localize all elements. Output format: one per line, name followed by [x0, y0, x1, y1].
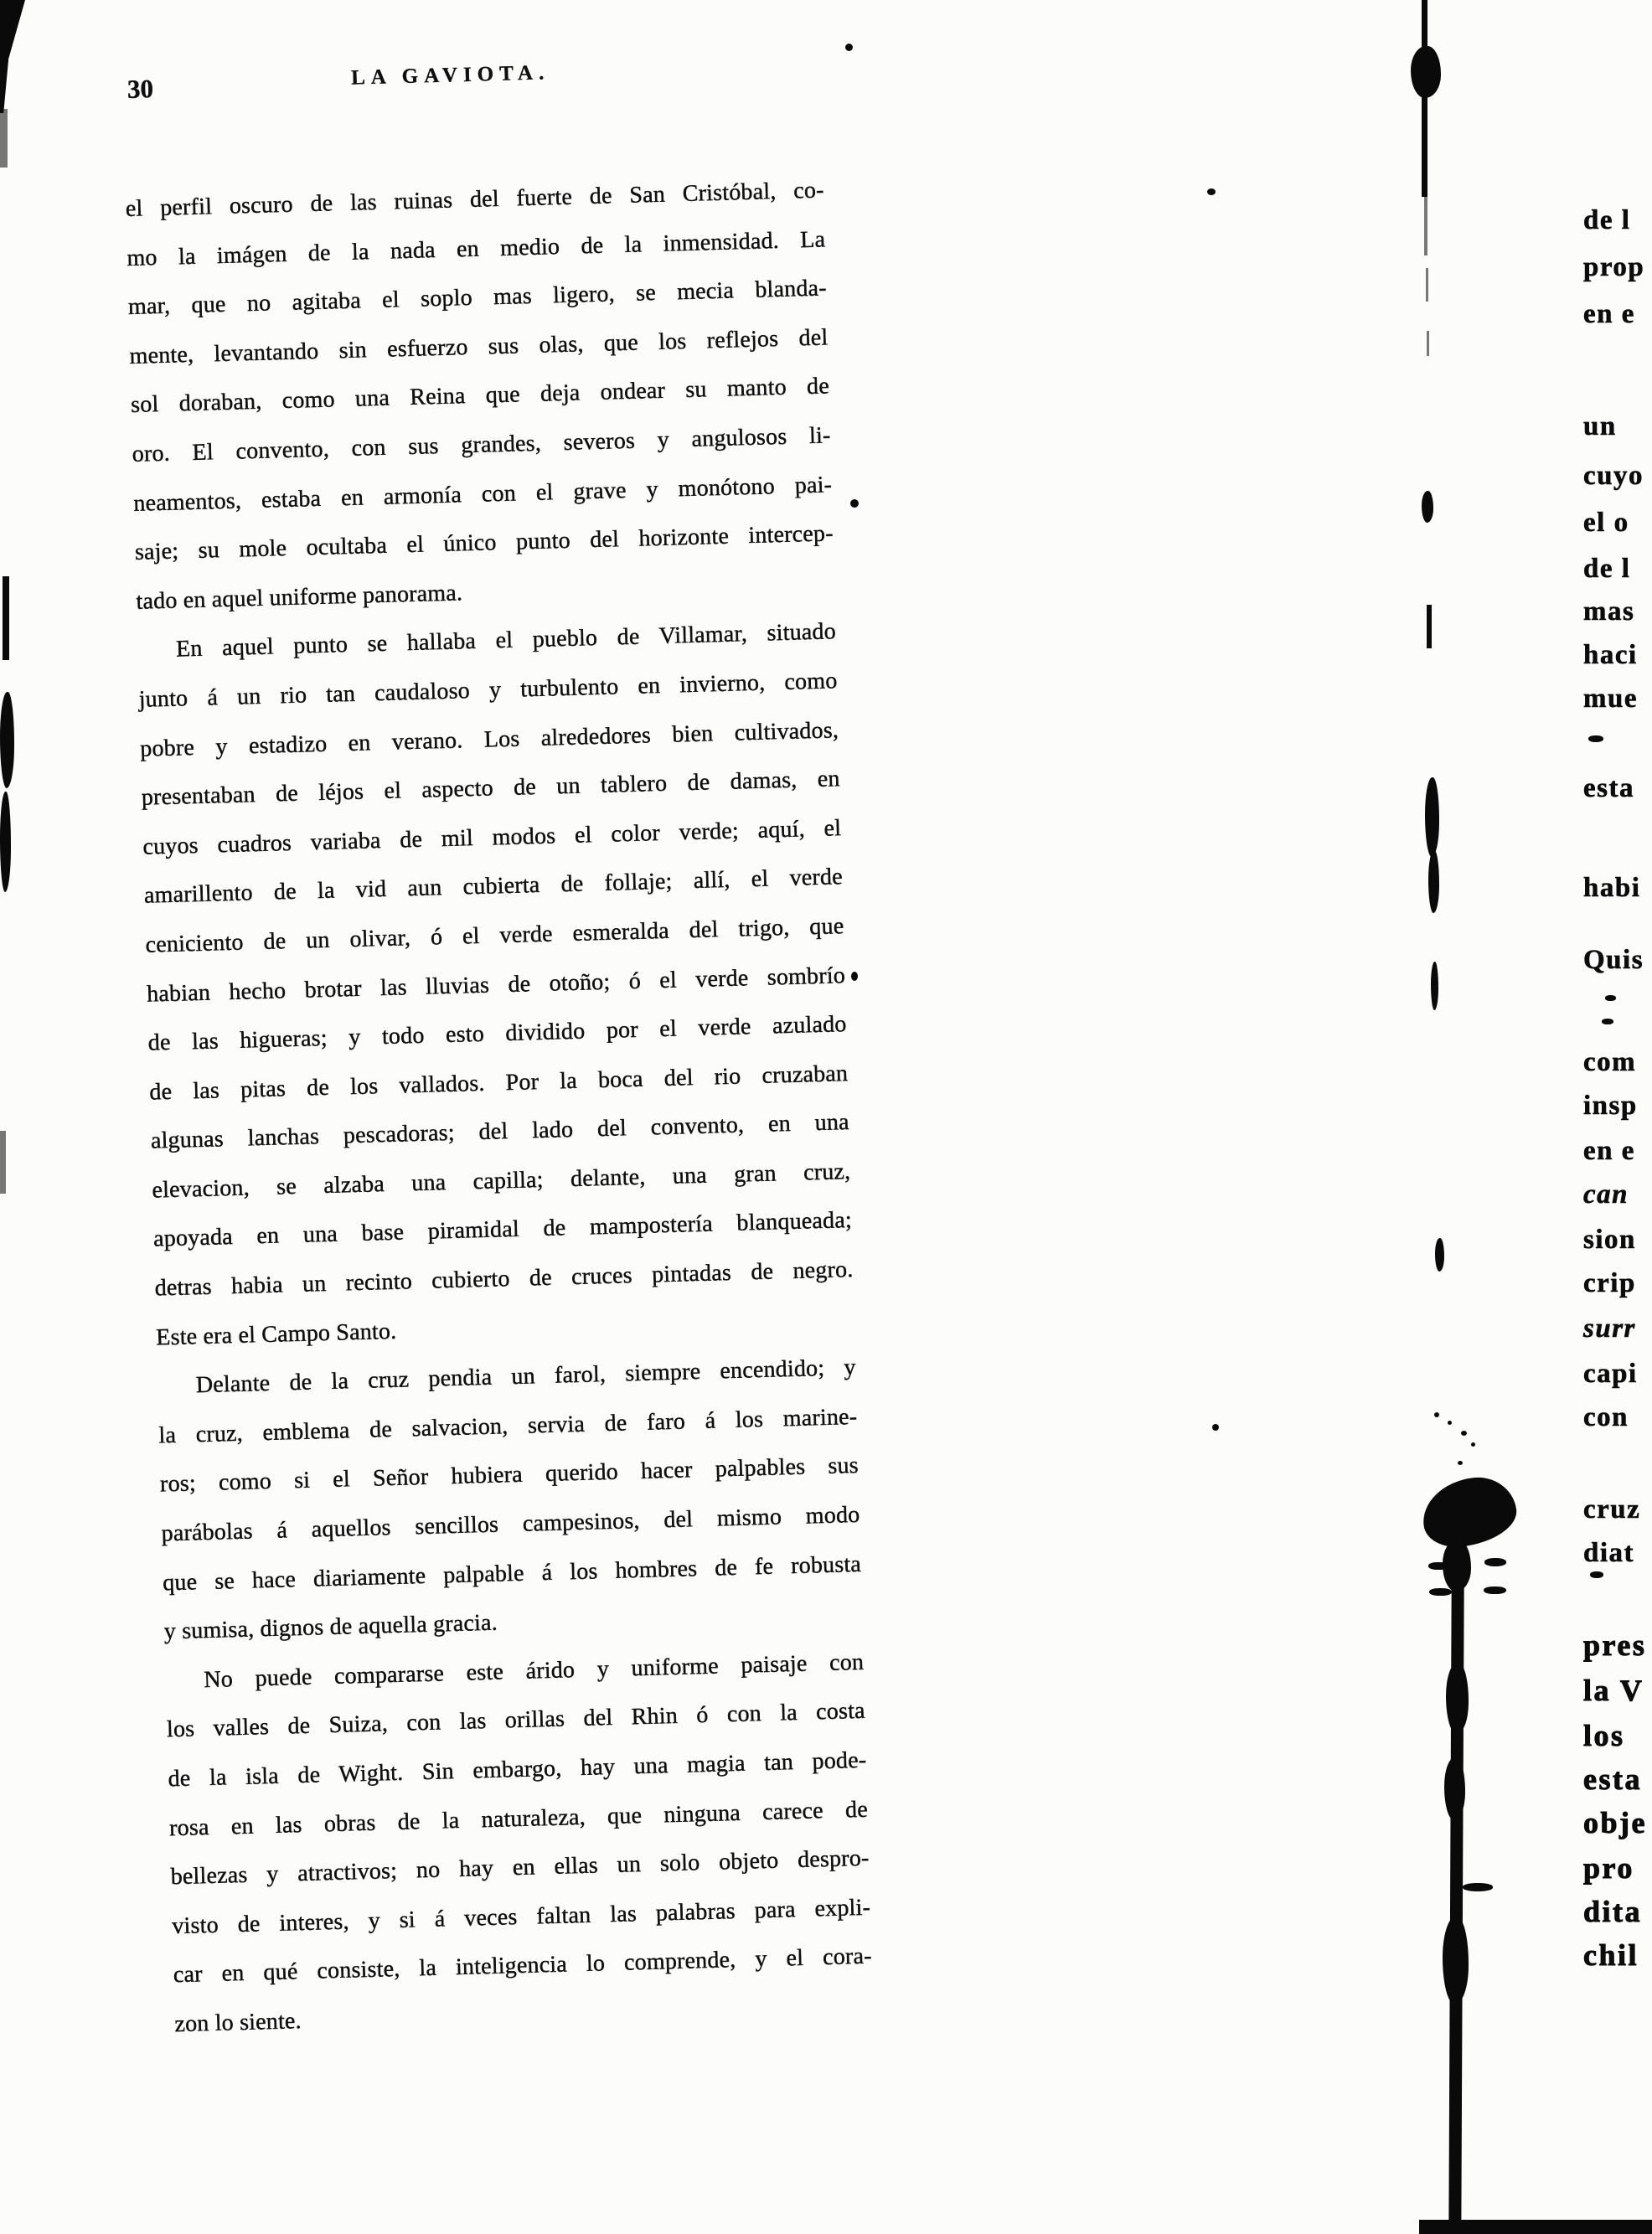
ink-mark	[1424, 197, 1427, 255]
page-number: 30	[126, 74, 154, 104]
ink-mark	[1427, 331, 1429, 356]
ink-mark	[1419, 1473, 1520, 1550]
text-line: rosa en las obras de la naturaleza, que ninguna carece de	[168, 1796, 869, 1841]
page-header	[121, 54, 821, 114]
ink-mark	[1212, 1424, 1219, 1431]
ink-mark	[1463, 1883, 1493, 1891]
text-line: elevacion, se alzaba una capilla; delante, una gran cruz,	[152, 1158, 851, 1204]
ink-mark	[1429, 1588, 1452, 1596]
running-title: LA GAVIOTA.	[350, 61, 550, 90]
ink-mark	[1431, 962, 1438, 1010]
text-line: habian hecho brotar las lluvias de otoño; ó el verde sombrío	[146, 962, 846, 1008]
ink-mark	[0, 692, 14, 788]
opposite-page-text-fragment: los	[1583, 1719, 1625, 1752]
ink-mark	[1605, 995, 1616, 1001]
ink-mark	[1461, 1431, 1467, 1436]
opposite-page-text-fragment: de l	[1583, 205, 1631, 235]
opposite-page-text-fragment: pres	[1583, 1628, 1647, 1662]
ink-mark	[1458, 1461, 1463, 1465]
text-line: cuyos cuadros variaba de mil modos el color verde; aquí, el	[142, 814, 842, 860]
opposite-page-text-fragment: capi	[1583, 1359, 1638, 1389]
ink-mark	[1428, 850, 1439, 913]
opposite-page-text-fragment: prop	[1583, 252, 1645, 282]
ink-mark	[1446, 1663, 1469, 1734]
opposite-page-text-fragment: dita	[1583, 1895, 1643, 1928]
ink-mark	[1443, 1917, 1469, 2004]
text-line: neamentos, estaba en armonía con el grave y monótono pai-	[132, 471, 833, 517]
text-line: amarillento de la vid aun cubierta de follaje; allí, el verde	[143, 864, 844, 910]
text-line: bellezas y atractivos; no hay en ellas un solo objeto despro-	[170, 1844, 870, 1891]
text-line: presentaban de léjos el aspecto de un tablero de damas, en	[141, 766, 841, 811]
text-line: pobre y estadizo en verano. Los alrededores bien cultivados,	[139, 716, 839, 762]
text-line: car en qué consiste, la inteligencia lo comprende, y el cora-	[173, 1943, 873, 1989]
text-line: tado en aquel uniforme panorama.	[136, 580, 463, 615]
text-line: zon lo siente.	[174, 2008, 302, 2038]
text-line: parábolas á aquellos sencillos campesinos, del mismo modo	[161, 1501, 860, 1547]
body-text	[125, 166, 874, 2049]
opposite-page-text-fragment: diat	[1583, 1538, 1635, 1568]
opposite-page-text-fragment: esta	[1583, 1762, 1642, 1796]
text-line: apoyada en una base piramidal de mampostería blanqueada;	[152, 1207, 853, 1253]
text-line: sol doraban, como una Reina que deja ondear su manto de	[130, 373, 830, 419]
ink-mark	[0, 792, 11, 892]
ink-mark	[1484, 1558, 1506, 1566]
ink-mark	[1435, 1238, 1444, 1272]
opposite-page-text-fragment: pro	[1583, 1851, 1634, 1885]
text-line: mo la imágen de la nada en medio de la inmensidad. La	[126, 226, 826, 271]
text-line: ros; como si el Señor hubiera querido hacer palpables sus	[159, 1452, 860, 1498]
opposite-page-text-fragment: mas	[1583, 596, 1635, 627]
text-line: la cruz, emblema de salvacion, servia de faro á los marine-	[158, 1403, 858, 1449]
opposite-page-text-fragment: sion	[1583, 1225, 1636, 1255]
ink-mark	[1434, 1412, 1439, 1417]
opposite-page-text-fragment: insp	[1583, 1091, 1638, 1121]
opposite-page-text-fragment: esta	[1583, 773, 1634, 803]
opposite-page-text-fragment: haci	[1583, 640, 1638, 670]
opposite-page-text-fragment: con	[1583, 1402, 1629, 1432]
text-line: mente, levantando sin esfuerzo sus olas, que los reflejos del	[129, 324, 829, 369]
opposite-page-text-fragment: Quis	[1583, 945, 1644, 975]
ink-mark	[1471, 1442, 1475, 1447]
opposite-page-text-fragment: en e	[1583, 299, 1635, 329]
opposite-page-text-fragment: cuyo	[1583, 461, 1644, 491]
opposite-page-text-fragment: surr	[1583, 1313, 1636, 1344]
ink-mark	[0, 0, 25, 113]
opposite-page-text-fragment: un	[1583, 411, 1617, 441]
opposite-page-text-fragment: obje	[1583, 1806, 1647, 1839]
ink-mark	[1422, 491, 1433, 523]
ink-mark	[1411, 46, 1441, 98]
ink-mark	[1422, 0, 1427, 197]
ink-mark	[850, 499, 859, 508]
text-line: que se hace diariamente palpable á los hombres de fe robusta	[162, 1550, 862, 1597]
ink-mark	[1427, 605, 1432, 648]
ink-mark	[1444, 1757, 1465, 1820]
opposite-page-text-fragment: crip	[1583, 1268, 1636, 1298]
ink-mark	[0, 109, 8, 168]
text-line: y sumisa, dignos de aquella gracia.	[163, 1609, 498, 1645]
ink-mark	[1590, 1571, 1603, 1578]
ink-mark	[1484, 1587, 1506, 1594]
ink-mark	[1419, 2220, 1652, 2234]
text-line: de la isla de Wight. Sin embargo, hay una magia tan pode-	[168, 1746, 867, 1793]
text-line: detras habia un recinto cubierto de cruces pintadas de negro.	[154, 1256, 854, 1302]
text-line: Delante de la cruz pendia un farol, siempre encendido; y	[195, 1354, 857, 1399]
text-line: algunas lanchas pescadoras; del lado del convento, en una	[150, 1109, 850, 1154]
text-line: de las pitas de los vallados. Por la boca del rio cruzaban	[148, 1060, 849, 1106]
text-line: En aquel punto se hallaba el pueblo de Villamar, situado	[175, 618, 837, 663]
text-line: de las higueras; y todo esto dividido por el verde azulado	[147, 1011, 847, 1056]
text-line: mar, que no agitaba el soplo mas ligero, se mecia blanda-	[127, 275, 828, 321]
ink-mark	[0, 1131, 6, 1194]
opposite-page-text-fragment: com	[1583, 1047, 1637, 1077]
ink-mark	[845, 44, 853, 51]
opposite-page-text-fragment: cruz	[1583, 1494, 1641, 1525]
text-line: saje; su mole ocultaba el único punto del horizonte intercep-	[134, 520, 834, 566]
opposite-page-text-fragment: mue	[1583, 684, 1638, 714]
text-line: oro. El convento, con sus grandes, severos y angulosos li-	[132, 422, 831, 467]
page-content-block	[121, 54, 874, 2050]
opposite-page-text-fragment: la V	[1583, 1674, 1644, 1707]
opposite-page-text-fragment: el o	[1583, 508, 1629, 538]
text-line: junto á un rio tan caudaloso y turbulento en invierno, como	[138, 668, 838, 713]
opposite-page-text-fragment: de l	[1583, 554, 1631, 584]
opposite-page-text-fragment: habi	[1583, 873, 1641, 903]
text-line: el perfil oscuro de las ruinas del fuerte de San Cristóbal, co-	[125, 177, 824, 223]
opposite-page-text-fragment: en e	[1583, 1136, 1635, 1166]
ink-mark	[1425, 777, 1439, 857]
ink-mark	[1428, 1562, 1448, 1570]
text-line: los valles de Suiza, con las orillas del Rhin ó con la costa	[166, 1698, 866, 1743]
ink-mark	[1448, 1421, 1452, 1425]
opposite-page-text-fragment: chil	[1583, 1938, 1639, 1972]
opposite-page-text-fragment: can	[1583, 1179, 1629, 1210]
text-line: Este era el Campo Santo.	[155, 1318, 397, 1351]
text-line: visto de interes, y si á veces faltan las palabras para expli-	[171, 1894, 871, 1940]
text-line: No puede compararse este árido y uniforme paisaje con	[203, 1648, 865, 1693]
ink-mark	[1426, 268, 1428, 302]
ink-mark	[851, 972, 858, 981]
ink-mark	[3, 576, 9, 660]
text-line: ceniciento de un olivar, ó el verde esmeralda del trigo, que	[145, 913, 844, 958]
ink-mark	[1207, 188, 1216, 195]
ink-mark	[1588, 735, 1603, 742]
ink-mark	[1602, 1019, 1613, 1024]
